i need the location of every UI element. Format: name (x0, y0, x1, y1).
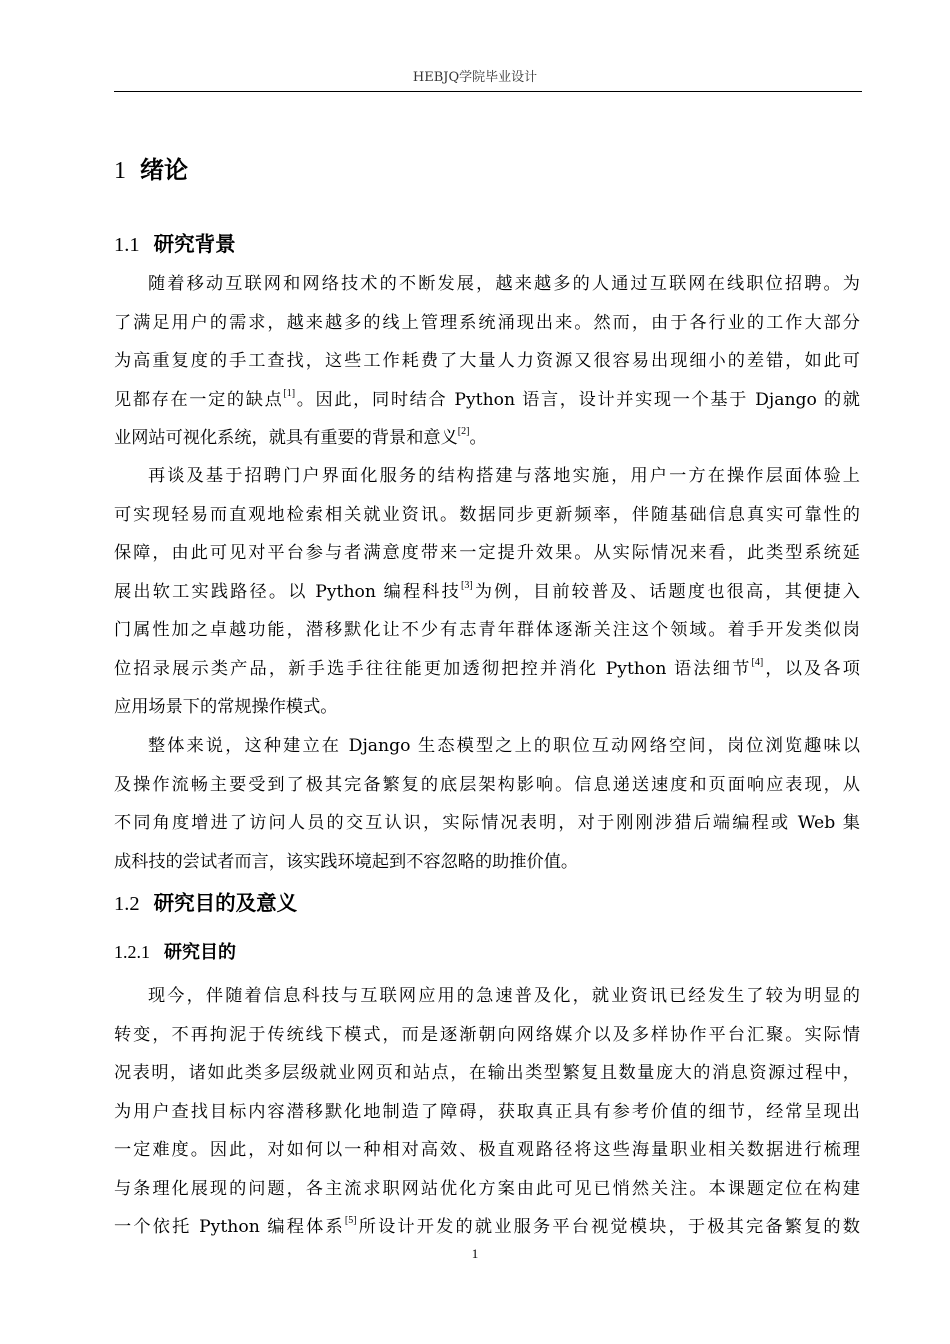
text-line: 不同角度增进了访问人员的交互认识，实际情况表明，对于刚刚涉猎后端编程或 Web 集 (114, 813, 860, 833)
subsection-number: 1.2.1 (114, 942, 150, 962)
text-line: 况表明，诸如此类多层级就业网页和站点，在输出类型繁复且数量庞大的消息资源过程中， (114, 1063, 860, 1083)
subsection-heading-1-2-1 (114, 938, 236, 964)
section-number: 1.2 (114, 893, 140, 915)
section-number: 1.1 (114, 234, 140, 256)
chapter-title: 绪论 (140, 156, 188, 184)
paragraph-background-1 (114, 265, 860, 458)
text-line: 保障，由此可见对平台参与者满意度带来一定提升效果。从实际情况来看，此类型系统延 (114, 543, 860, 563)
running-header: HEBJQ学院毕业设计 (412, 70, 538, 85)
chapter-heading (114, 150, 188, 185)
text-line: 了满足用户的需求，越来越多的线上管理系统涌现出来。然而，由于各行业的工作大部分 (114, 312, 860, 333)
paragraph-purpose-1 (114, 977, 860, 1247)
text-line: 随着移动互联网和网络技术的不断发展，越来越多的人通过互联网在线职位招聘。为 (148, 274, 860, 294)
subsection-title: 研究目的 (164, 942, 236, 963)
text-line: 再谈及基于招聘门户界面化服务的结构搭建与落地实施，用户一方在操作层面体验上 (148, 466, 860, 486)
section-title: 研究目的及意义 (153, 891, 298, 915)
header-rule (114, 91, 862, 92)
citation-marker: [1] (283, 387, 296, 399)
text-line: 应用场景下的常规操作模式。 (114, 697, 338, 717)
text-line: 整体来说，这种建立在 Django 生态模型之上的职位互动网络空间，岗位浏览趣味以 (148, 736, 860, 756)
citation-marker: [2] (457, 426, 470, 438)
citation-marker: [3] (461, 579, 473, 591)
section-title: 研究背景 (153, 232, 236, 256)
citation-marker: [4] (751, 656, 764, 668)
text-line: 现今，伴随着信息科技与互联网应用的急速普及化，就业资讯已经发生了较为明显的 (148, 986, 860, 1006)
text-line: 一个依托 Python 编程体系[5]所设计开发的就业服务平台视觉模块，于极其完备繁复的数 (114, 1215, 860, 1237)
text-line: 见都存在一定的缺点[1]。因此，同时结合 Python 语言，设计并实现一个基于 Django 的就 (114, 387, 860, 410)
section-heading-1-2 (114, 886, 297, 916)
text-line: 展出软工实践路径。以 Python 编程科技[3]为例，目前较普及、话题度也很高，其便捷入 (114, 579, 860, 602)
text-line: 位招录展示类产品，新手选手往往能更加透彻把控并消化 Python 语法细节[4]，以及各项 (114, 656, 860, 679)
text-line: 为用户查找目标内容潜移默化地制造了障碍，获取真正具有参考价值的细节，经常呈现出 (114, 1101, 860, 1122)
citation-marker: [5] (344, 1215, 357, 1227)
section-heading-1-1 (114, 227, 236, 257)
paragraph-background-3 (114, 727, 860, 881)
text-line: 可实现轻易而直观地检索相关就业资讯。数据同步更新频率，伴随基础信息真实可靠性的 (114, 504, 860, 525)
text-line: 及操作流畅主要受到了极其完备繁复的底层架构影响。信息递送速度和页面响应表现，从 (114, 774, 860, 795)
text-line: 门属性加之卓越功能，潜移默化让不少有志青年群体逐渐关注这个领域。着手开发类似岗 (114, 620, 860, 640)
chapter-number: 1 (114, 158, 126, 184)
text-line: 成科技的尝试者而言，该实践环境起到不容忽略的助推价值。 (114, 851, 579, 872)
text-line: 业网站可视化系统，就具有重要的背景和意义[2]。 (114, 426, 487, 448)
text-line: 转变，不再拘泥于传统线下模式，而是逐渐朝向网络媒介以及多样协作平台汇聚。实际情 (114, 1024, 860, 1045)
text-line: 一定难度。因此，对如何以一种相对高效、极直观路径将这些海量职业相关数据进行梳理 (114, 1140, 860, 1160)
page-number: 1 (471, 1246, 479, 1261)
paragraph-background-2 (114, 457, 860, 727)
text-line: 与条理化展现的问题，各主流求职网站优化方案由此可见已悄然关注。本课题定位在构建 (114, 1178, 860, 1199)
text-line: 为高重复度的手工查找，这些工作耗费了大量人力资源又很容易出现细小的差错，如此可 (114, 351, 860, 371)
